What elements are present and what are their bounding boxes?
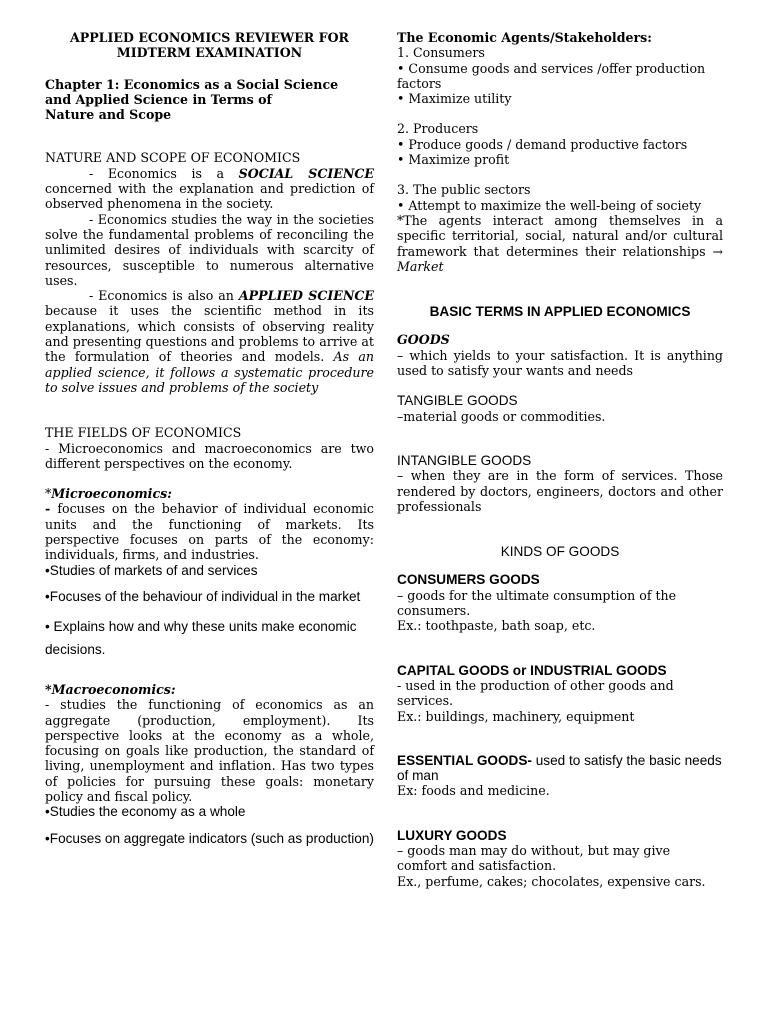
essential-goods-example: Ex: foods and medicine. <box>397 783 550 799</box>
micro-label: *Microeconomics: <box>45 486 172 502</box>
fields-intro: - Microeconomics and macroeconomics are two different perspectives on the economy. <box>45 440 374 471</box>
micro-description: - focuses on the behavior of individual economic units and the functioning of markets. Its perspective focuses on parts of the economy: individuals, firms, and industries. <box>45 501 374 563</box>
capital-goods-example: Ex.: buildings, machinery, equipment <box>397 708 635 724</box>
agent-2-title: 2. Producers <box>397 121 479 137</box>
macro-bullet-2: •Focuses on aggregate indicators (such as production) <box>45 830 374 846</box>
consumers-goods-description: – goods for the ultimate consumption of the consumers. <box>397 587 677 619</box>
consumers-goods-example: Ex.: toothpaste, bath soap, etc. <box>397 618 596 634</box>
intangible-goods-title: INTANGIBLE GOODS <box>397 452 532 468</box>
agents-note: *The agents interact among themselves in a specific territorial, social, natural and/or cultural framework that determines their relationships → Market <box>397 212 723 274</box>
micro-bullet-3: • Explains how and why these units make economic decisions. <box>45 618 357 657</box>
agent-3-bullet-1: • Attempt to maximize the well-being of society <box>397 197 702 213</box>
agent-2-bullet-2: • Maximize profit <box>397 152 510 168</box>
capital-goods-title: CAPITAL GOODS or INDUSTRIAL GOODS <box>397 662 667 678</box>
right-column <box>397 30 723 889</box>
capital-goods-description: - used in the production of other goods and services. <box>397 677 674 709</box>
essential-goods-entry: ESSENTIAL GOODS- used to satisfy the basic needs of man <box>397 752 722 784</box>
kinds-of-goods-heading: KINDS OF GOODS <box>500 544 620 560</box>
consumers-goods-title: CONSUMERS GOODS <box>397 572 540 588</box>
agent-1-bullet-1: • Consume goods and services /offer production factors <box>397 60 706 91</box>
macro-label: *Macroeconomics: <box>45 681 176 697</box>
micro-bullet-2: •Focuses of the behaviour of individual in the market <box>45 588 361 604</box>
agent-1-bullet-2: • Maximize utility <box>397 91 512 107</box>
nature-scope-paragraph-3: - Economics is also an APPLIED SCIENCE because it uses the scientific method in its explanations, which consists of observing reality and presenting questions and problems to arrive at the formulation of theories and models. As an applied science, it follows a systematic procedure to solve issues and problems of the society <box>45 288 374 395</box>
agent-3-title: 3. The public sectors <box>397 182 531 198</box>
intangible-goods-description: – when they are in the form of services. Those rendered by doctors, engineers, doctors and other professionals <box>397 468 723 514</box>
macro-description: - studies the functioning of economics as an aggregate (production, employment). Its perspective looks at the economy as a whole, focusing on goals like production, the standard of living, unemployment and inflation. Has two types of policies for pursuing these goals: monetary policy and fiscal policy. <box>45 697 374 804</box>
goods-description: – which yields to your satisfaction. It is anything used to satisfy your wants and needs <box>397 347 723 379</box>
luxury-goods-example: Ex., perfume, cakes; chocolates, expensive cars. <box>397 873 706 889</box>
micro-bullet-1: •Studies of markets of and services <box>45 562 258 578</box>
tangible-goods-description: –material goods or commodities. <box>397 408 606 424</box>
tangible-goods-title: TANGIBLE GOODS <box>397 393 518 409</box>
fields-heading: THE FIELDS OF ECONOMICS <box>45 425 242 441</box>
nature-scope-paragraph-2: - Economics studies the way in the societies solve the fundamental problems of reconciling the unlimited desires of individuals with scarcity of resources, susceptible to numerous alternative uses. <box>45 211 374 288</box>
left-column <box>45 30 374 850</box>
goods-title: GOODS <box>397 332 450 348</box>
chapter-heading: Chapter 1: Economics as a Social Science and Applied Science in Terms of Nature and Scope <box>45 76 339 123</box>
agents-heading: The Economic Agents/Stakeholders: <box>397 30 652 45</box>
agent-2-bullet-1: • Produce goods / demand productive factors <box>397 136 688 152</box>
nature-scope-heading: NATURE AND SCOPE OF ECONOMICS <box>45 150 301 166</box>
agent-1-title: 1. Consumers <box>397 45 485 61</box>
luxury-goods-title: LUXURY GOODS <box>397 827 507 843</box>
nature-scope-paragraph-1: - Economics is a SOCIAL SCIENCE concerned with the explanation and prediction of observed phenomena in the society. <box>45 165 375 212</box>
basic-terms-heading: BASIC TERMS IN APPLIED ECONOMICS <box>429 304 691 320</box>
document-title: APPLIED ECONOMICS REVIEWER FOR MIDTERM EXAMINATION <box>69 30 350 61</box>
luxury-goods-description: – goods man may do without, but may give comfort and satisfaction. <box>397 842 671 874</box>
macro-bullet-1: •Studies the economy as a whole <box>45 804 246 820</box>
